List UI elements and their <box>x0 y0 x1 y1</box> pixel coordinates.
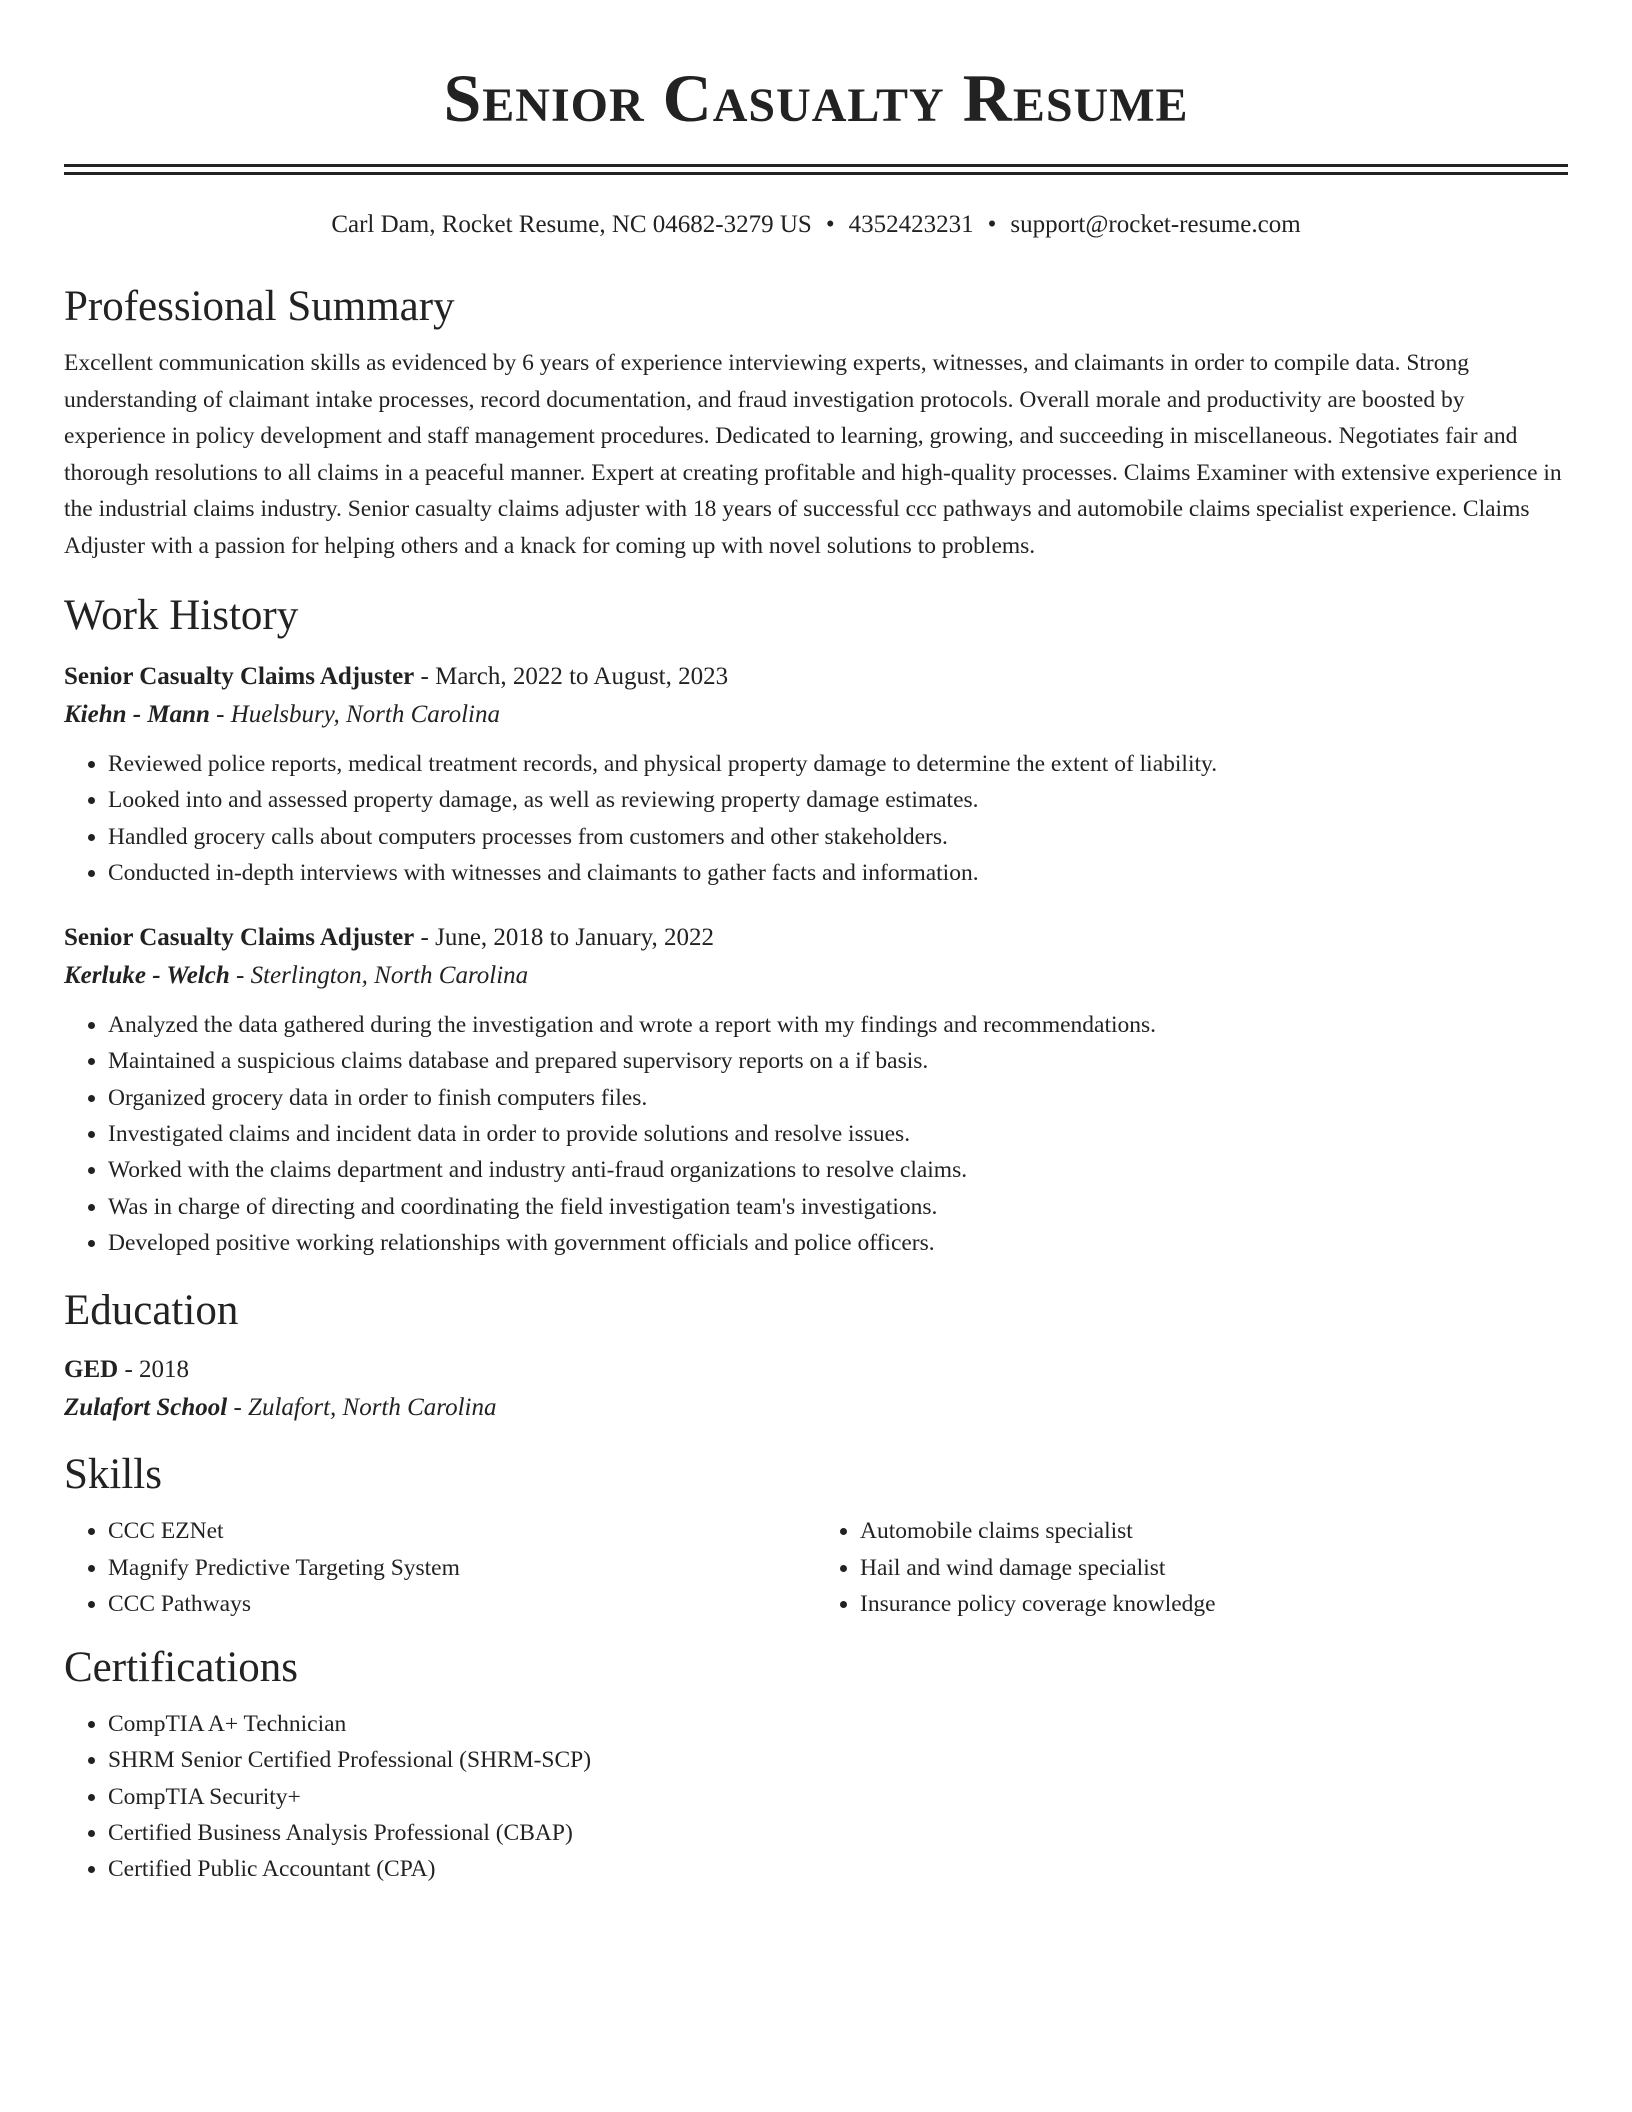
list-item: • Investigated claims and incident data in order to provide solutions and resolve issues. <box>108 1116 1568 1152</box>
list-item: • Hail and wind damage specialist <box>860 1550 1568 1586</box>
contact-phone: 4352423231 <box>848 211 974 238</box>
education-degree: GED <box>64 1356 119 1384</box>
list-item: • Handled grocery calls about computers processes from customers and other stakeholders. <box>108 819 1568 855</box>
contact-separator: • <box>987 211 997 238</box>
skills-list-left <box>64 1513 816 1622</box>
job-entry <box>64 658 1568 891</box>
list-item: • Insurance policy coverage knowledge <box>860 1586 1568 1622</box>
list-item: • Magnify Predictive Targeting System <box>108 1550 816 1586</box>
education-location: - Zulafort, North Carolina <box>227 1394 497 1422</box>
job-title-line <box>64 919 1568 957</box>
job-title: Senior Casualty Claims Adjuster <box>64 663 415 690</box>
certifications-list <box>64 1706 1568 1887</box>
job-location: - Huelsbury, North Carolina <box>209 701 500 728</box>
job-company: Kerluke - Welch <box>64 962 230 990</box>
section-heading-education: Education <box>64 1287 239 1335</box>
list-item: • Maintained a suspicious claims database and prepared supervisory reports on a if basis. <box>108 1043 1568 1079</box>
job-company-line <box>64 696 1568 734</box>
job-title-line <box>64 658 1568 696</box>
list-item: • Conducted in-depth interviews with witnesses and claimants to gather facts and information. <box>108 855 1568 891</box>
list-item: • SHRM Senior Certified Professional (SHRM-SCP) <box>108 1742 1568 1778</box>
list-item: • Certified Business Analysis Professional (CBAP) <box>108 1815 1568 1851</box>
list-item: • CompTIA Security+ <box>108 1779 1568 1815</box>
list-item: • CCC Pathways <box>108 1586 816 1622</box>
section-heading-certifications: Certifications <box>64 1644 299 1692</box>
education-school: Zulafort School <box>64 1394 228 1422</box>
skills-grid <box>64 1513 1568 1622</box>
contact-address: Carl Dam, Rocket Resume, NC 04682-3279 US <box>331 211 812 238</box>
job-company-line <box>64 957 1568 995</box>
list-item: • Automobile claims specialist <box>860 1513 1568 1549</box>
list-item: • Developed positive working relationships with government officials and police officers. <box>108 1225 1568 1261</box>
list-item: • CCC EZNet <box>108 1513 816 1549</box>
education-year: - 2018 <box>118 1356 190 1384</box>
list-item: • CompTIA A+ Technician <box>108 1706 1568 1742</box>
job-dates: - June, 2018 to January, 2022 <box>414 924 714 952</box>
skills-list-right <box>816 1513 1568 1622</box>
job-dates: - March, 2022 to August, 2023 <box>414 663 729 690</box>
list-item: • Reviewed police reports, medical treatment records, and physical property damage to determine the extent of liability. <box>108 746 1568 782</box>
job-location: - Sterlington, North Carolina <box>229 962 529 990</box>
job-entry <box>64 919 1568 1261</box>
job-company: Kiehn - Mann <box>64 701 210 728</box>
list-item: • Was in charge of directing and coordinating the field investigation team's investigations. <box>108 1189 1568 1225</box>
education-entry <box>64 1351 1568 1427</box>
title-double-rule <box>64 164 1568 175</box>
list-item: • Certified Public Accountant (CPA) <box>108 1851 1568 1887</box>
resume-title: Senior Casualty Resume <box>443 60 1189 136</box>
job-bullets <box>64 1007 1568 1261</box>
section-heading-summary: Professional Summary <box>64 283 455 330</box>
list-item: • Analyzed the data gathered during the investigation and wrote a report with my findings and recommendations. <box>108 1007 1568 1043</box>
education-school-line <box>64 1389 1568 1427</box>
job-bullets <box>64 746 1568 891</box>
contact-separator: • <box>825 211 835 238</box>
section-heading-skills: Skills <box>64 1451 162 1499</box>
list-item: • Organized grocery data in order to finish computers files. <box>108 1080 1568 1116</box>
education-degree-line <box>64 1351 1568 1389</box>
section-heading-work: Work History <box>64 592 299 639</box>
job-title: Senior Casualty Claims Adjuster <box>64 924 415 952</box>
summary-text: Excellent communication skills as evidenced by 6 years of experience interviewing experts, witnesses, and claimants in order to compile data. Strong understanding of claimant intake processes, record documentation, and fraud investigation protocols. Overall morale and productivity are boosted by experience in policy development and staff management procedures. Dedicated to learning, growing, and succeeding in miscellaneous. Negotiates fair and thorough resolutions to all claims in a peaceful manner. Expert at creating profitable and high-quality processes. Claims Examiner with extensive experience in the industrial claims industry. Senior casualty claims adjuster with 18 years of successful ccc pathways and automobile claims specialist experience. Claims Adjuster with a passion for helping others and a knack for coming up with novel solutions to problems. <box>64 350 1562 559</box>
list-item: • Worked with the claims department and industry anti-fraud organizations to resolve claims. <box>108 1152 1568 1188</box>
contact-line <box>64 209 1568 241</box>
contact-email: support@rocket-resume.com <box>1010 211 1301 238</box>
list-item: • Looked into and assessed property damage, as well as reviewing property damage estimates. <box>108 782 1568 818</box>
